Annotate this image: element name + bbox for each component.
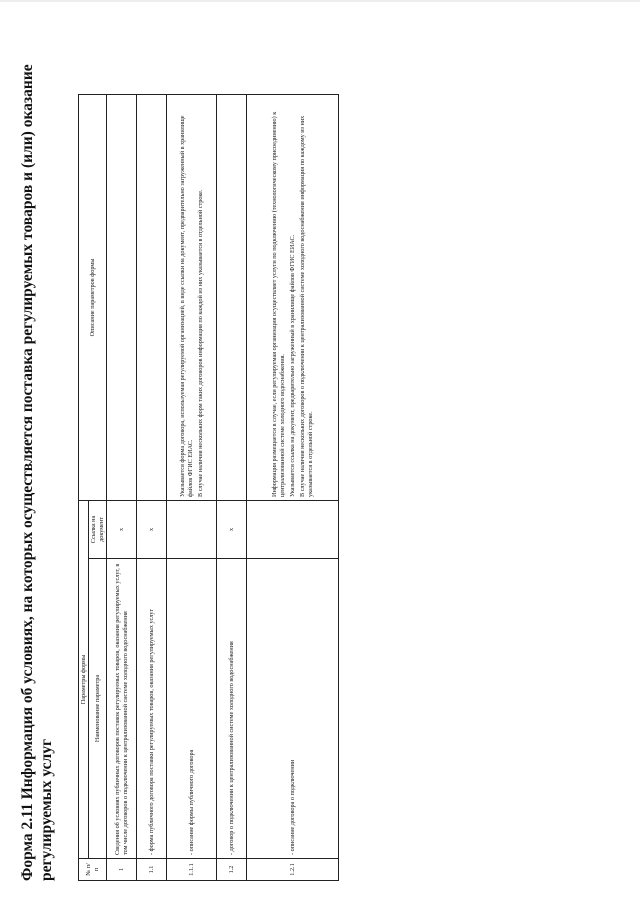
row-ref: x [107, 500, 137, 558]
table-row [217, 94, 247, 880]
header-params: Параметры формы [79, 500, 89, 858]
row-desc [137, 94, 167, 500]
header-name: Наименование параметра [89, 559, 107, 859]
row-desc-paragraph: Указывается форма договора, используемая регулируемой организацией, в виде ссылки на документ, предварительно загруженный в хранилище файлов ФГИС ЕИАС. [179, 115, 194, 497]
row-desc-paragraph: В случае наличия нескольких договоров о подключении к централизованной системе холодного водоснабжения информация по каждому из них указывается в отдельной строке. [299, 115, 314, 497]
header-row-top [79, 94, 89, 880]
row-desc [217, 94, 247, 500]
row-name: - договор о подключении к централизованной системе холодного водоснабжения [217, 559, 247, 859]
header-desc: Описание параметров формы [79, 94, 107, 500]
row-num: 1.1 [137, 859, 167, 881]
row-num: 1.2 [217, 859, 247, 881]
row-ref: x [137, 500, 167, 558]
row-desc [247, 94, 339, 500]
row-desc-paragraph: В случае наличия нескольких форм таких договоров информация по каждой из них указывается в отдельной строке. [196, 189, 204, 497]
header-num: № п/п [79, 859, 107, 881]
form-title: Форма 2.11 Информация об условиях, на которых осуществляется поставка регулируемых товаров и (или) оказание регулируемых услуг [19, 64, 55, 881]
table-row [137, 94, 167, 880]
page-top-edge [0, 0, 640, 2]
row-name: - форма публичного договора поставки регулируемых товаров, оказания регулируемых услуг [137, 559, 167, 859]
row-desc-paragraph: Информация размещается в случае, если регулируемая организация осуществляет услуги по подключению (технологическому присоединению) к централизованной системе холодного водоснабжения. [271, 111, 286, 497]
row-num: 1 [107, 859, 137, 881]
row-num: 1.1.1 [167, 859, 217, 881]
rotated-page-content [0, 55, 560, 905]
table-row [247, 94, 339, 880]
row-name: Сведения об условиях публичных договоров поставок регулируемых товаров, оказания регулируемых услуг, в том числе договоров о подключении к централизованной системе холодного водоснабжения [107, 559, 137, 859]
row-ref: x [217, 500, 247, 558]
table-row [167, 94, 217, 880]
row-num: 1.2.1 [247, 859, 339, 881]
row-ref [167, 500, 217, 558]
table-row [107, 94, 137, 880]
row-desc-paragraph: Указывается ссылка на документ, предварительно загруженный в хранилище файлов ФГИС ЕИАС. [289, 234, 297, 497]
header-ref: Ссылка на документ [89, 500, 107, 558]
form-table [78, 94, 339, 881]
row-desc [107, 94, 137, 500]
row-name: - описание договора о подключении [247, 559, 339, 859]
row-desc [167, 94, 217, 500]
row-name: - описание формы публичного договора [167, 559, 217, 859]
row-ref [247, 500, 339, 558]
